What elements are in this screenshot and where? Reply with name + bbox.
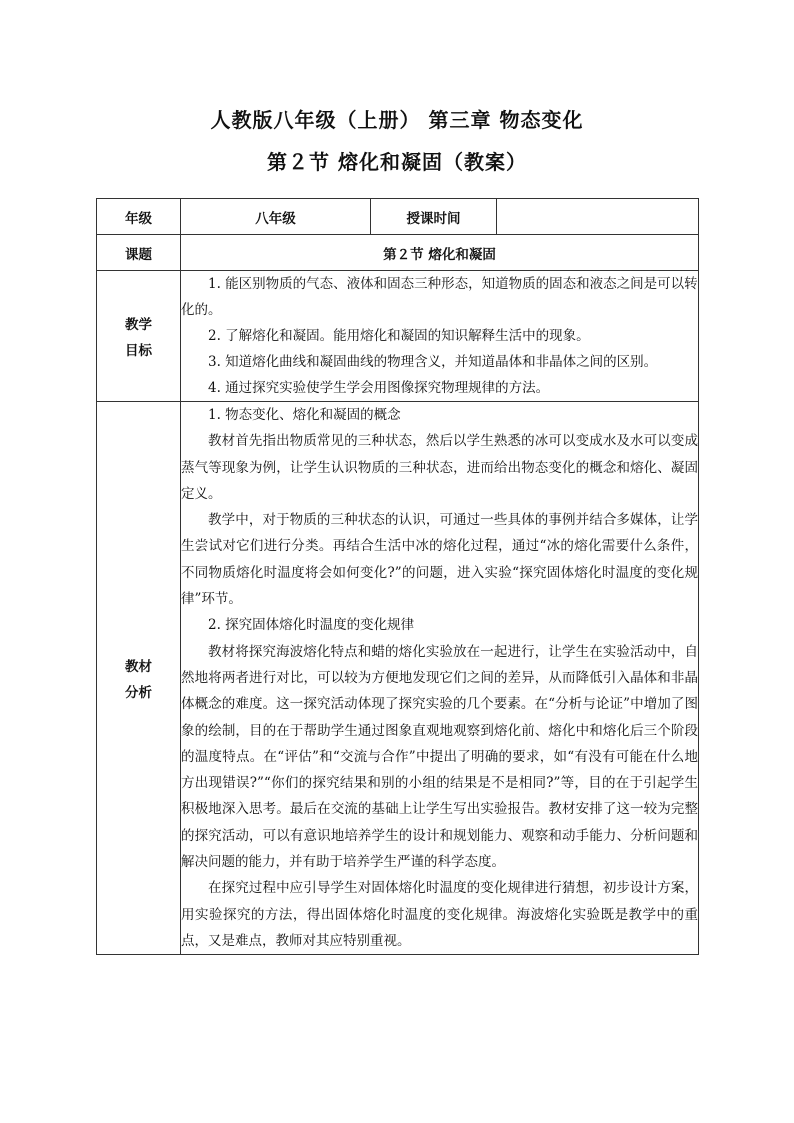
analysis-paragraph: 2. 探究固体熔化时温度的变化规律: [208, 617, 415, 634]
document-subtitle: 第２节 熔化和凝固（教案）: [267, 150, 527, 174]
grade-row: [97, 199, 699, 235]
analysis-paragraph: 1. 物态变化、熔化和凝固的概念: [208, 407, 401, 423]
analysis-label: [97, 402, 181, 955]
topic-row: [97, 235, 699, 271]
goals-row: [97, 271, 699, 402]
document-title: 人教版八年级（上册） 第三章 物态变化: [210, 108, 584, 132]
teaching-time-value: [497, 199, 699, 235]
goals-content: [181, 271, 699, 402]
analysis-content: [181, 402, 699, 955]
topic-label: 课题: [97, 235, 181, 271]
goals-label-line1: 教学: [125, 317, 152, 333]
goal-item: 1. 能区别物质的气态、液体和固态三种形态，知道物质的固态和液态之间是可以转化的。: [181, 276, 698, 318]
topic-value: 第２节 熔化和凝固: [181, 235, 699, 271]
goals-label: [97, 271, 181, 402]
grade-label: 年级: [97, 199, 181, 235]
goal-item: 2. 了解熔化和凝固。能用熔化和凝固的知识解释生活中的现象。: [208, 328, 590, 344]
analysis-paragraph: 在探究过程中应引导学生对固体熔化时温度的变化规律进行猜想，初步设计方案，用实验探究的方法，得出固体熔化时温度的变化规律。海波熔化实验既是教学中的重点，又是难点，教师对其应特别重视。: [181, 880, 698, 949]
goal-item: 4. 通过探究实验使学生学会用图像探究物理规律的方法。: [208, 380, 550, 396]
analysis-label-line2: 分析: [125, 685, 152, 702]
lesson-plan-table: [96, 198, 699, 955]
grade-value: 八年级: [181, 199, 371, 235]
goal-item: 3. 知道熔化曲线和凝固曲线的物理含义，并知道晶体和非晶体之间的区别。: [208, 354, 658, 370]
analysis-paragraph: 教材首先指出物质常见的三种状态，然后以学生熟悉的冰可以变成水及水可以变成蒸气等现象为例，让学生认识物质的三种状态，进而给出物态变化的概念和熔化、凝固定义。: [181, 433, 698, 502]
analysis-paragraph: 教材将探究海波熔化特点和蜡的熔化实验放在一起进行，让学生在实验活动中，自然地将两者进行对比，可以较为方便地发现它们之间的差异，从而降低引入晶体和非晶体概念的难度。这一探究活动体现了探究实验的几个要素。在“分析与论证”中增加了图象的绘制，目的在于帮助学生通过图象直观地观察到熔化前、熔化中和熔化后三个阶段的温度特点。在“评估”和“交流与合作”中提出了明确的要求，如“有没有可能在什么地方出现错误?”“你们的探究结果和别的小组的结果是不是相同?”等，目的在于引起学生积极地深入思考。最后在交流的基础上让学生写出实验报告。教材安排了这一较为完整的探究活动，可以有意识地培养学生的设计和规划能力、观察和动手能力、分析问题和解决问题的能力，并有助于培养学生严谨的科学态度。: [181, 643, 698, 871]
goals-label-line2: 目标: [125, 343, 152, 359]
analysis-label-line1: 教材: [125, 659, 152, 676]
analysis-paragraph: 教学中，对于物质的三种状态的认识，可通过一些具体的事例并结合多媒体，让学生尝试对它们进行分类。再结合生活中冰的熔化过程，通过“冰的熔化需要什么条件，不同物质熔化时温度将会如何变化?”的问题，进入实验“探究固体熔化时温度的变化规律”环节。: [181, 512, 698, 608]
teaching-time-label: 授课时间: [371, 199, 497, 235]
analysis-row: [97, 402, 699, 955]
